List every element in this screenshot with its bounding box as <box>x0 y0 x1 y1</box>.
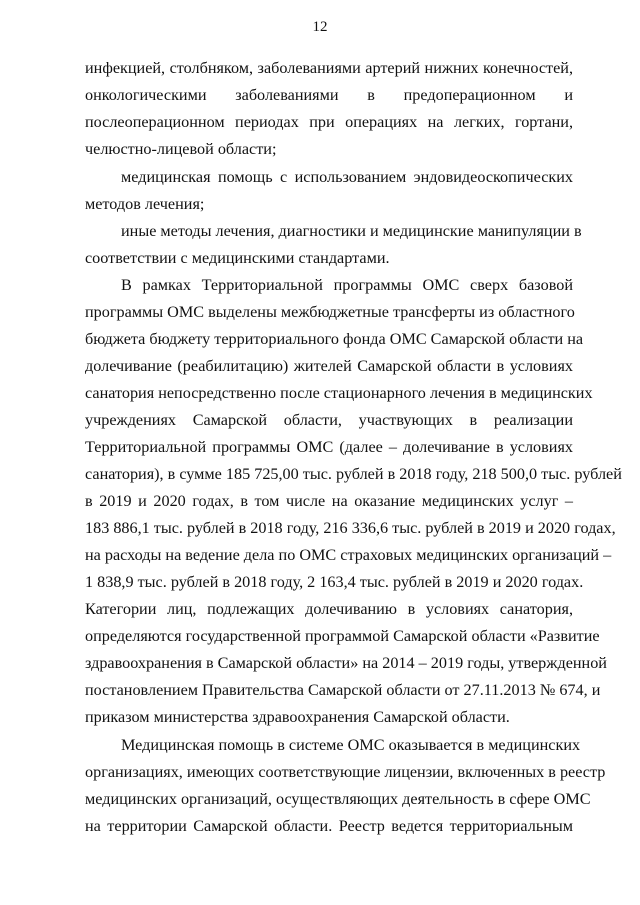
text-line: 183 886,1 тыс. рублей в 2018 году, 216 336,6 тыс. рублей в 2019 и 2020 годах, <box>85 519 616 537</box>
text-line: В рамках Территориальной программы ОМС сверх базовой <box>121 276 573 294</box>
text-line: долечивание (реабилитацию) жителей Самарской области в условиях <box>85 357 573 375</box>
text-line: Территориальной программы ОМС (далее – долечивание в условиях <box>85 438 573 456</box>
text-line: определяются государственной программой Самарской области «Развитие <box>85 627 600 645</box>
text-line: санатория), в сумме 185 725,00 тыс. рублей в 2018 году, 218 500,0 тыс. рублей <box>85 465 622 483</box>
text-line: программы ОМС выделены межбюджетные трансферты из областного <box>85 303 575 321</box>
text-line: Категории лиц, подлежащих долечиванию в условиях санатория, <box>85 600 573 618</box>
text-line: медицинских организаций, осуществляющих деятельность в сфере ОМС <box>85 790 591 808</box>
page-number: 12 <box>312 19 328 35</box>
text-line: послеоперационном периодах при операциях на легких, гортани, <box>85 113 573 131</box>
text-line: методов лечения; <box>85 195 205 213</box>
text-line: приказом министерства здравоохранения Самарской области. <box>85 708 510 726</box>
text-line: соответствии с медицинскими стандартами. <box>85 249 390 267</box>
text-line: иные методы лечения, диагностики и медицинские манипуляции в <box>121 222 582 240</box>
text-line: медицинская помощь с использованием эндовидеоскопических <box>121 168 573 186</box>
text-line: в 2019 и 2020 годах, в том числе на оказание медицинских услуг – <box>85 492 573 510</box>
text-line: онкологическими заболеваниями в предоперационном и <box>85 86 573 104</box>
text-line: постановлением Правительства Самарской области от 27.11.2013 № 674, и <box>85 681 601 699</box>
text-line: организациях, имеющих соответствующие лицензии, включенных в реестр <box>85 763 606 781</box>
text-line: инфекцией, столбняком, заболеваниями артерий нижних конечностей, <box>85 59 573 77</box>
text-line: бюджета бюджету территориального фонда ОМС Самарской области на <box>85 330 584 348</box>
text-line: учреждениях Самарской области, участвующих в реализации <box>85 411 573 429</box>
text-line: здравоохранения в Самарской области» на 2014 – 2019 годы, утвержденной <box>85 654 607 672</box>
text-line: на территории Самарской области. Реестр ведется территориальным <box>85 817 573 835</box>
text-line: 1 838,9 тыс. рублей в 2018 году, 2 163,4 тыс. рублей в 2019 и 2020 годах. <box>85 573 584 591</box>
text-line: челюстно-лицевой области; <box>85 140 277 158</box>
text-line: санатория непосредственно после стационарного лечения в медицинских <box>85 384 593 402</box>
text-line: на расходы на ведение дела по ОМС страховых медицинских организаций – <box>85 546 612 564</box>
text-line: Медицинская помощь в системе ОМС оказывается в медицинских <box>121 736 581 754</box>
